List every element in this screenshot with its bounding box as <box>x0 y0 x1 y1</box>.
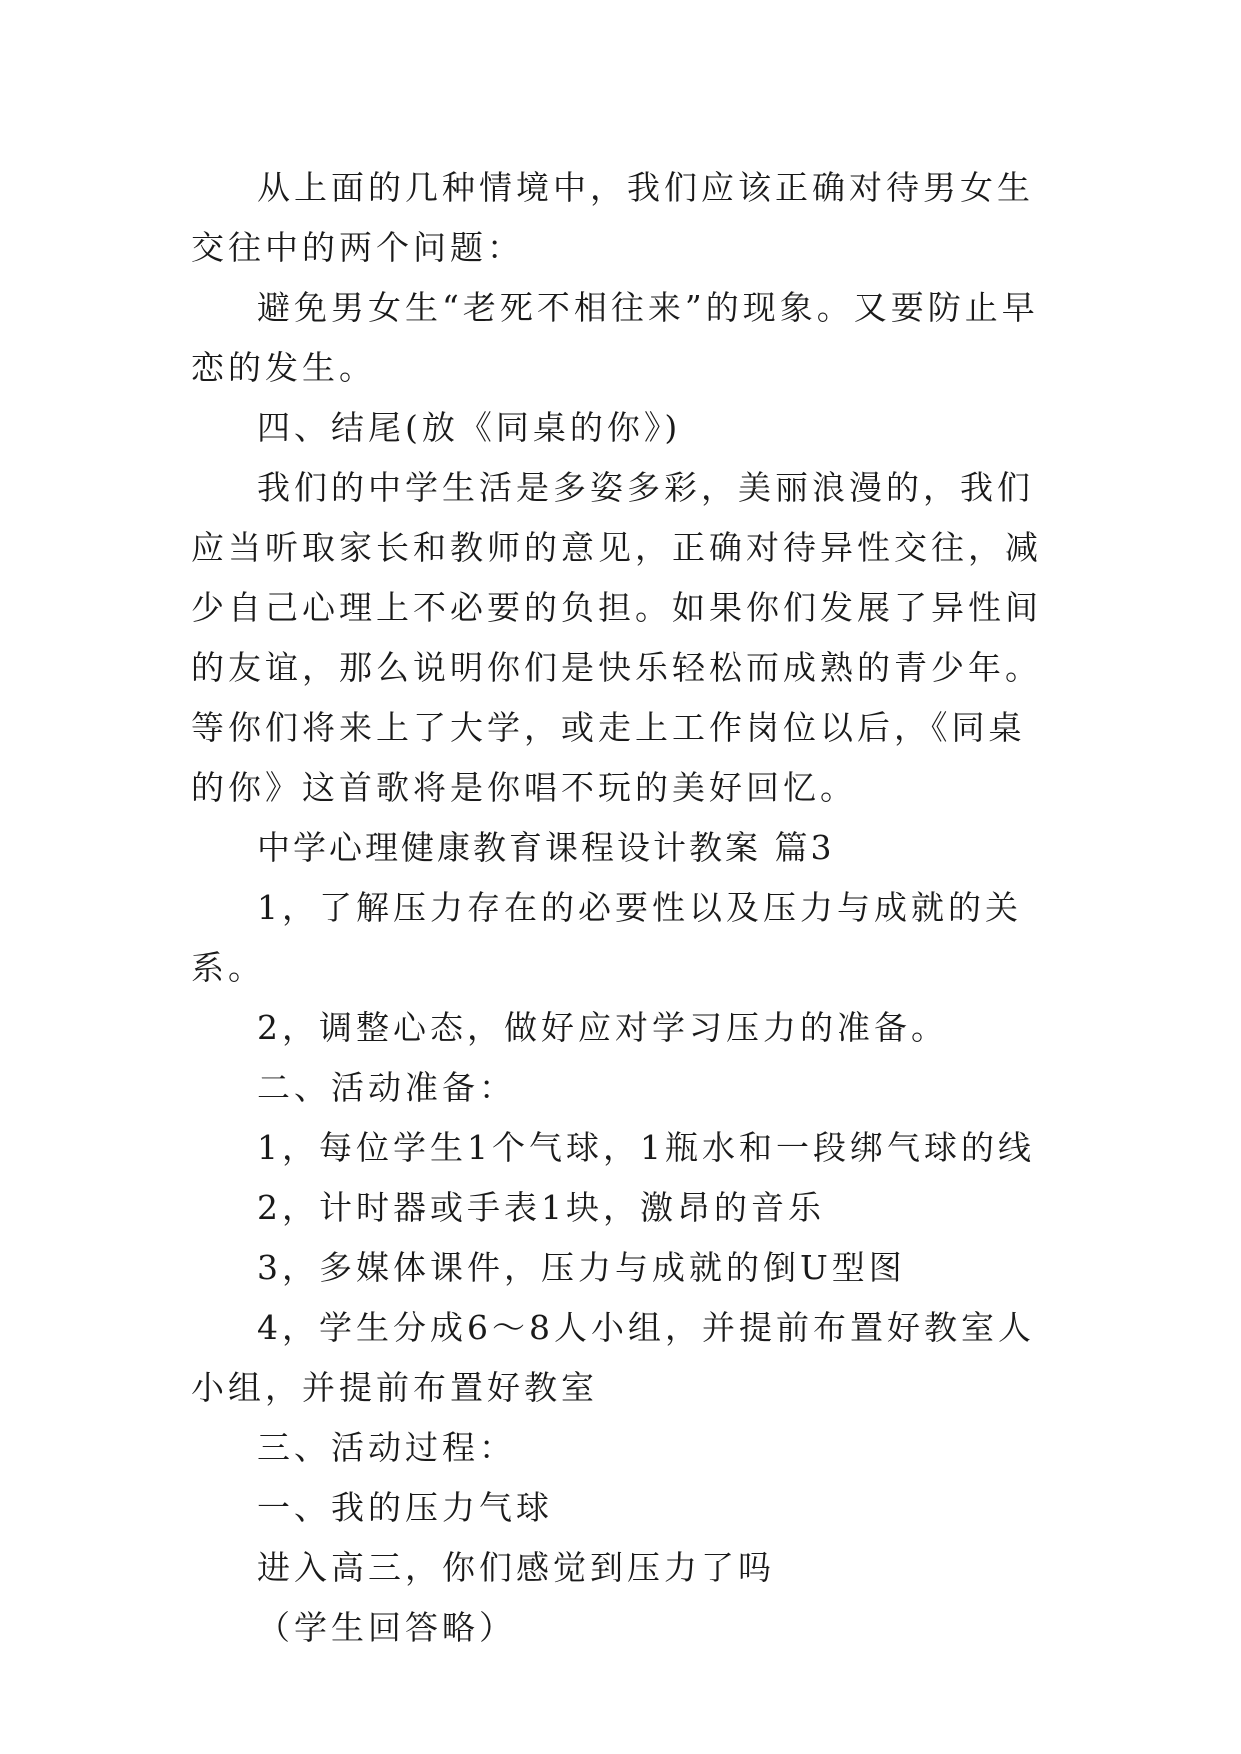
paragraph: （学生回答略） <box>257 1608 516 1647</box>
list-item: 1，每位学生1个气球，1瓶水和一段绑气球的线 <box>257 1128 1035 1167</box>
list-item: 3，多媒体课件，压力与成就的倒U型图 <box>257 1248 906 1287</box>
section-title: 中学心理健康教育课程设计教案 篇3 <box>257 828 835 867</box>
paragraph: 进入高三，你们感觉到压力了吗 <box>257 1548 775 1587</box>
subsection-heading: 一、我的压力气球 <box>257 1488 553 1527</box>
paragraph: 从上面的几种情境中，我们应该正确对待男女生交往中的两个问题： <box>191 168 1034 267</box>
section-heading: 三、活动过程： <box>257 1428 516 1467</box>
section-heading: 二、活动准备： <box>257 1068 516 1107</box>
list-item: 1，了解压力存在的必要性以及压力与成就的关系。 <box>191 888 1022 987</box>
list-item: 2，调整心态，做好应对学习压力的准备。 <box>257 1008 948 1047</box>
document-body <box>191 158 1061 1658</box>
list-item: 4，学生分成6～8人小组，并提前布置好教室人小组，并提前布置好教室 <box>191 1308 1035 1407</box>
section-heading: 四、结尾(放《同桌的你》) <box>257 408 682 447</box>
paragraph: 我们的中学生活是多姿多彩，美丽浪漫的，我们应当听取家长和教师的意见，正确对待异性交往，减少自己心理上不必要的负担。如果你们发展了异性间的友谊，那么说明你们是快乐轻松而成熟的青少年。等你们将来上了大学，或走上工作岗位以后，《同桌的你》这首歌将是你唱不玩的美好回忆。 <box>191 468 1042 807</box>
list-item: 2，计时器或手表1块，激昂的音乐 <box>257 1188 825 1227</box>
paragraph: 避免男女生“老死不相往来”的现象。又要防止早恋的发生。 <box>191 288 1039 387</box>
